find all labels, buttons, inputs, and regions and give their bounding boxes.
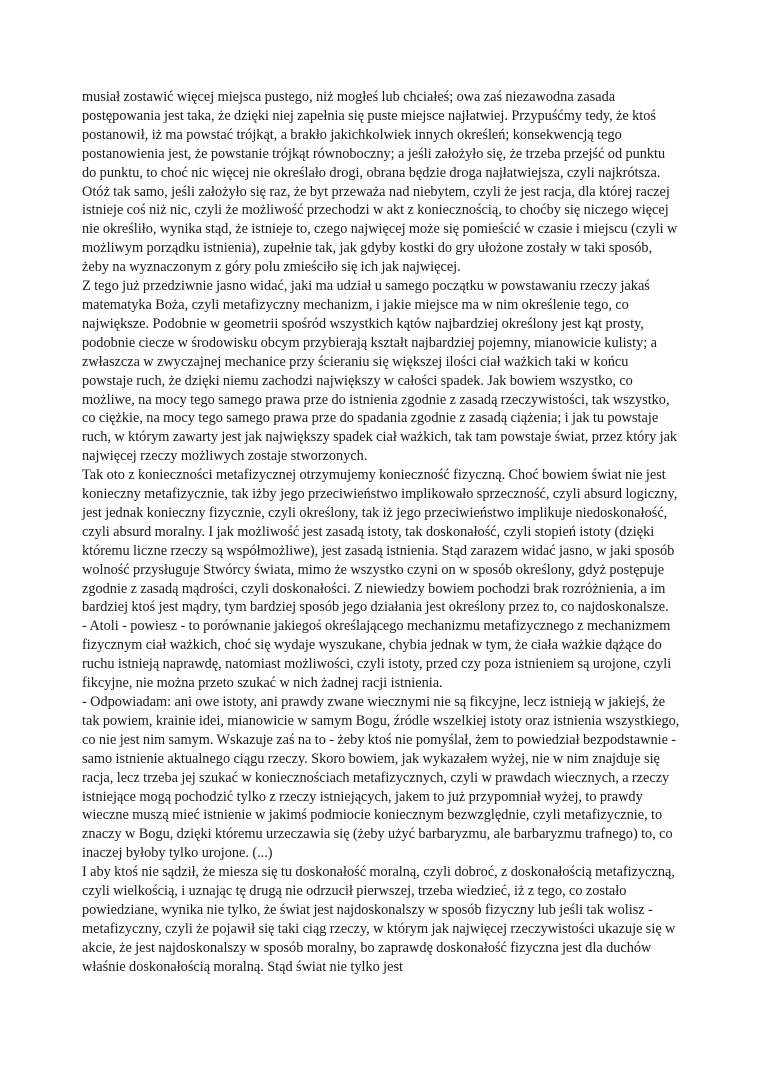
document-page [82,88,682,977]
paragraph-physical-necessity: Tak oto z konieczności metafizycznej otrzymujemy konieczność fizyczną. Choć bowiem świat nie jest konieczny metafizycznie, tak iżby jego przeciwieństwo implikowało sprzeczność, czyli absurd logiczny, jest jednak konieczny fizycznie, czyli określony, tak iż jego przeciwieństwo implikuje niedoskonałość, czyli absurd moralny. I jak możliwość jest zasadą istoty, tak doskonałość, czyli stopień istoty (dzięki któremu liczne rzeczy są współmożliwe), jest zasadą istnienia. Stąd zarazem widać jasno, w jaki sposób wolność przysługuje Stwórcy świata, mimo że wszystko czyni on w sposób określony, gdyż postępuje zgodnie z zasadą mądrości, czyli doskonałości. Z niewiedzy bowiem pochodzi brak rozróżnienia, a im bardziej ktoś jest mądry, tym bardziej sposób jego działania jest określony przez to, co najdoskonalsze. [82,467,678,616]
paragraph-optimal-filling: musiał zostawić więcej miejsca pustego, niż mogłeś lub chciałeś; owa zaś niezawodna zasada postępowania jest taka, że dzięki niej zapełnia się puste miejsce najłatwiej. Przypuśćmy tedy, że ktoś postanowił, iż ma powstać trójkąt, a brakło jakichkolwiek innych określeń; konsekwencją tego postanowienia jest, że powstanie trójkąt równoboczny; a jeśli założyło się, że trzeba przejść od punktu do punktu, to choć nic więcej nie określało drogi, obrana będzie droga najłatwiejsza, czyli najkrótsza. Otóż tak samo, jeśli założyło się raz, że byt przeważa nad niebytem, czyli że jest racja, dla której raczej istnieje coś niż nic, czyli że możliwość przechodzi w akt z koniecznością, to choćby się niczego więcej nie określiło, wynika stąd, że istnieje to, czego najwięcej może się pomieścić w czasie i miejscu (czyli w możliwym porządku istnienia), zupełnie tak, jak gdyby kostki do gry ułożone zostały w taki sposób, żeby na wyznaczonym z góry polu zmieściło się ich jak najwięcej. [82,89,678,276]
paragraph-reply: - Odpowiadam: ani owe istoty, ani prawdy zwane wiecznymi nie są fikcyjne, lecz istnieją w jakiejś, że tak powiem, krainie idei, mianowicie w samym Bogu, źródle wszelkiej istoty oraz istnienia wszystkiego, co nie jest nim samym. Wskazuje zaś na to - żeby ktoś nie pomyślał, żem to powiedział bezpodstawnie - samo istnienie aktualnego ciągu rzeczy. Skoro bowiem, jak wykazałem wyżej, nie w nim znajduje się racja, lecz trzeba jej szukać w koniecznościach metafizycznych, czyli w prawdach wiecznych, a rzeczy istniejące mogą pochodzić tylko z rzeczy istniejących, jakem to już przypomniał wyżej, to prawdy wieczne muszą mieć istnienie w jakimś podmiocie koniecznym bezwzględnie, czyli metafizycznie, to znaczy w Bogu, dzięki któremu urzeczawia się (żeby użyć barbaryzmu, ale barbaryzmu trafnego) to, co inaczej byłoby tylko urojone. (...) [82,694,680,862]
paragraph-objection: - Atoli - powiesz - to porównanie jakiegoś określającego mechanizmu metafizycznego z mechanizmem fizycznym ciał ważkich, choć się wydaje wyszukane, chybia jednak w tym, że ciała ważkie dążące do ruchu istnieją naprawdę, natomiast możliwości, czyli istoty, przed czy poza istnieniem są urojone, czyli fikcyjne, nie można przeto szukać w nich żadnej racji istnienia. [82,618,672,692]
paragraph-moral-perfection: I aby ktoś nie sądził, że miesza się tu doskonałość moralną, czyli dobroć, z doskonałością metafizyczną, czyli wielkością, i uznając tę drugą nie odrzucił pierwszej, trzeba wiedzieć, iż z tego, co zostało powiedziane, wynika nie tylko, że świat jest najdoskonalszy w sposób fizyczny lub jeśli tak wolisz - metafizyczny, czyli że pojawił się taki ciąg rzeczy, w którym jak najwięcej rzeczywistości ukazuje się w akcie, że jest najdoskonalszy w sposób moralny, bo zaprawdę doskonałość fizyczna jest dla duchów właśnie doskonałością moralną. Stąd świat nie tylko jest [82,864,676,975]
paragraph-divine-mathematics: Z tego już przedziwnie jasno widać, jaki ma udział u samego początku w powstawaniu rzeczy jakaś matematyka Boża, czyli metafizyczny mechanizm, i jakie miejsce ma w nim określenie tego, co największe. Podobnie w geometrii spośród wszystkich kątów najbardziej określony jest kąt prosty, podobnie ciecze w środowisku obcym przybierają kształt najbardziej pojemny, mianowicie kulisty; a zwłaszcza w zwyczajnej mechanice przy ścieraniu się większej ilości ciał ważkich taki w końcu powstaje ruch, że dzięki niemu zachodzi największy w całości spadek. Jak bowiem wszystko, co możliwe, na mocy tego samego prawa prze do istnienia zgodnie z zasadą rzeczywistości, tak wszystko, co ciężkie, na mocy tego samego prawa prze do spadania zgodnie z zasadą ciążenia; i jak tu powstaje ruch, w którym zawarty jest jak największy spadek ciał ważkich, tak tam powstaje świat, przez który jak najwięcej rzeczy możliwych zostaje stworzonych. [82,278,678,465]
